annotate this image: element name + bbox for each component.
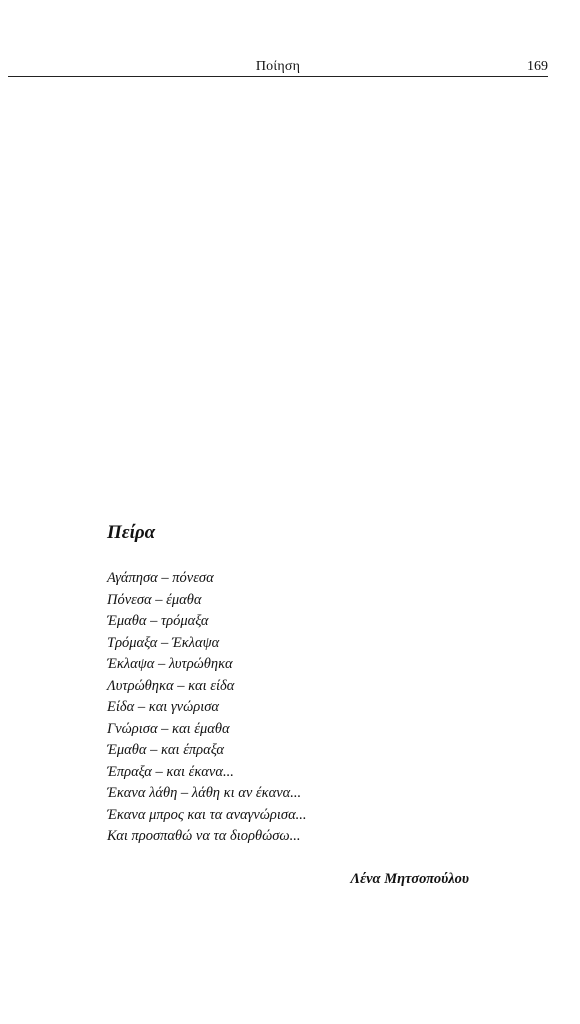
poem-title: Πείρα (107, 522, 156, 543)
poem-line: Και προσπαθώ να τα διορθώσω... (107, 828, 301, 844)
running-head: Ποίηση (255, 59, 301, 74)
poem-line: Έπραξα – και έκανα... (107, 763, 234, 780)
poem-line: Έκλαψα – λυτρώθηκα (107, 656, 233, 672)
poem-line: Πόνεσα – έμαθα (107, 591, 202, 608)
poem-lines (107, 568, 487, 848)
poem-author: Λένα Μητσοπούλου (350, 871, 469, 887)
poem-line: Γνώρισα – και έμαθα (107, 720, 230, 737)
poem-line: Έκανα λάθη – λάθη κι αν έκανα... (107, 785, 302, 801)
poem (107, 522, 487, 848)
poem-line: Έμαθα – τρόμαξα (107, 613, 209, 629)
poem-line: Τρόμαξα – Έκλαψα (107, 634, 220, 651)
page-number: 169 (527, 59, 548, 74)
poem-line: Είδα – και γνώρισα (107, 699, 219, 715)
poem-line: Έμαθα – και έπραξα (107, 742, 224, 758)
poem-line: Λυτρώθηκα – και είδα (107, 677, 235, 694)
poem-line: Αγάπησα – πόνεσα (107, 570, 214, 586)
page-header (8, 58, 548, 77)
poem-line: Έκανα μπρος και τα αναγνώρισα... (107, 806, 307, 823)
